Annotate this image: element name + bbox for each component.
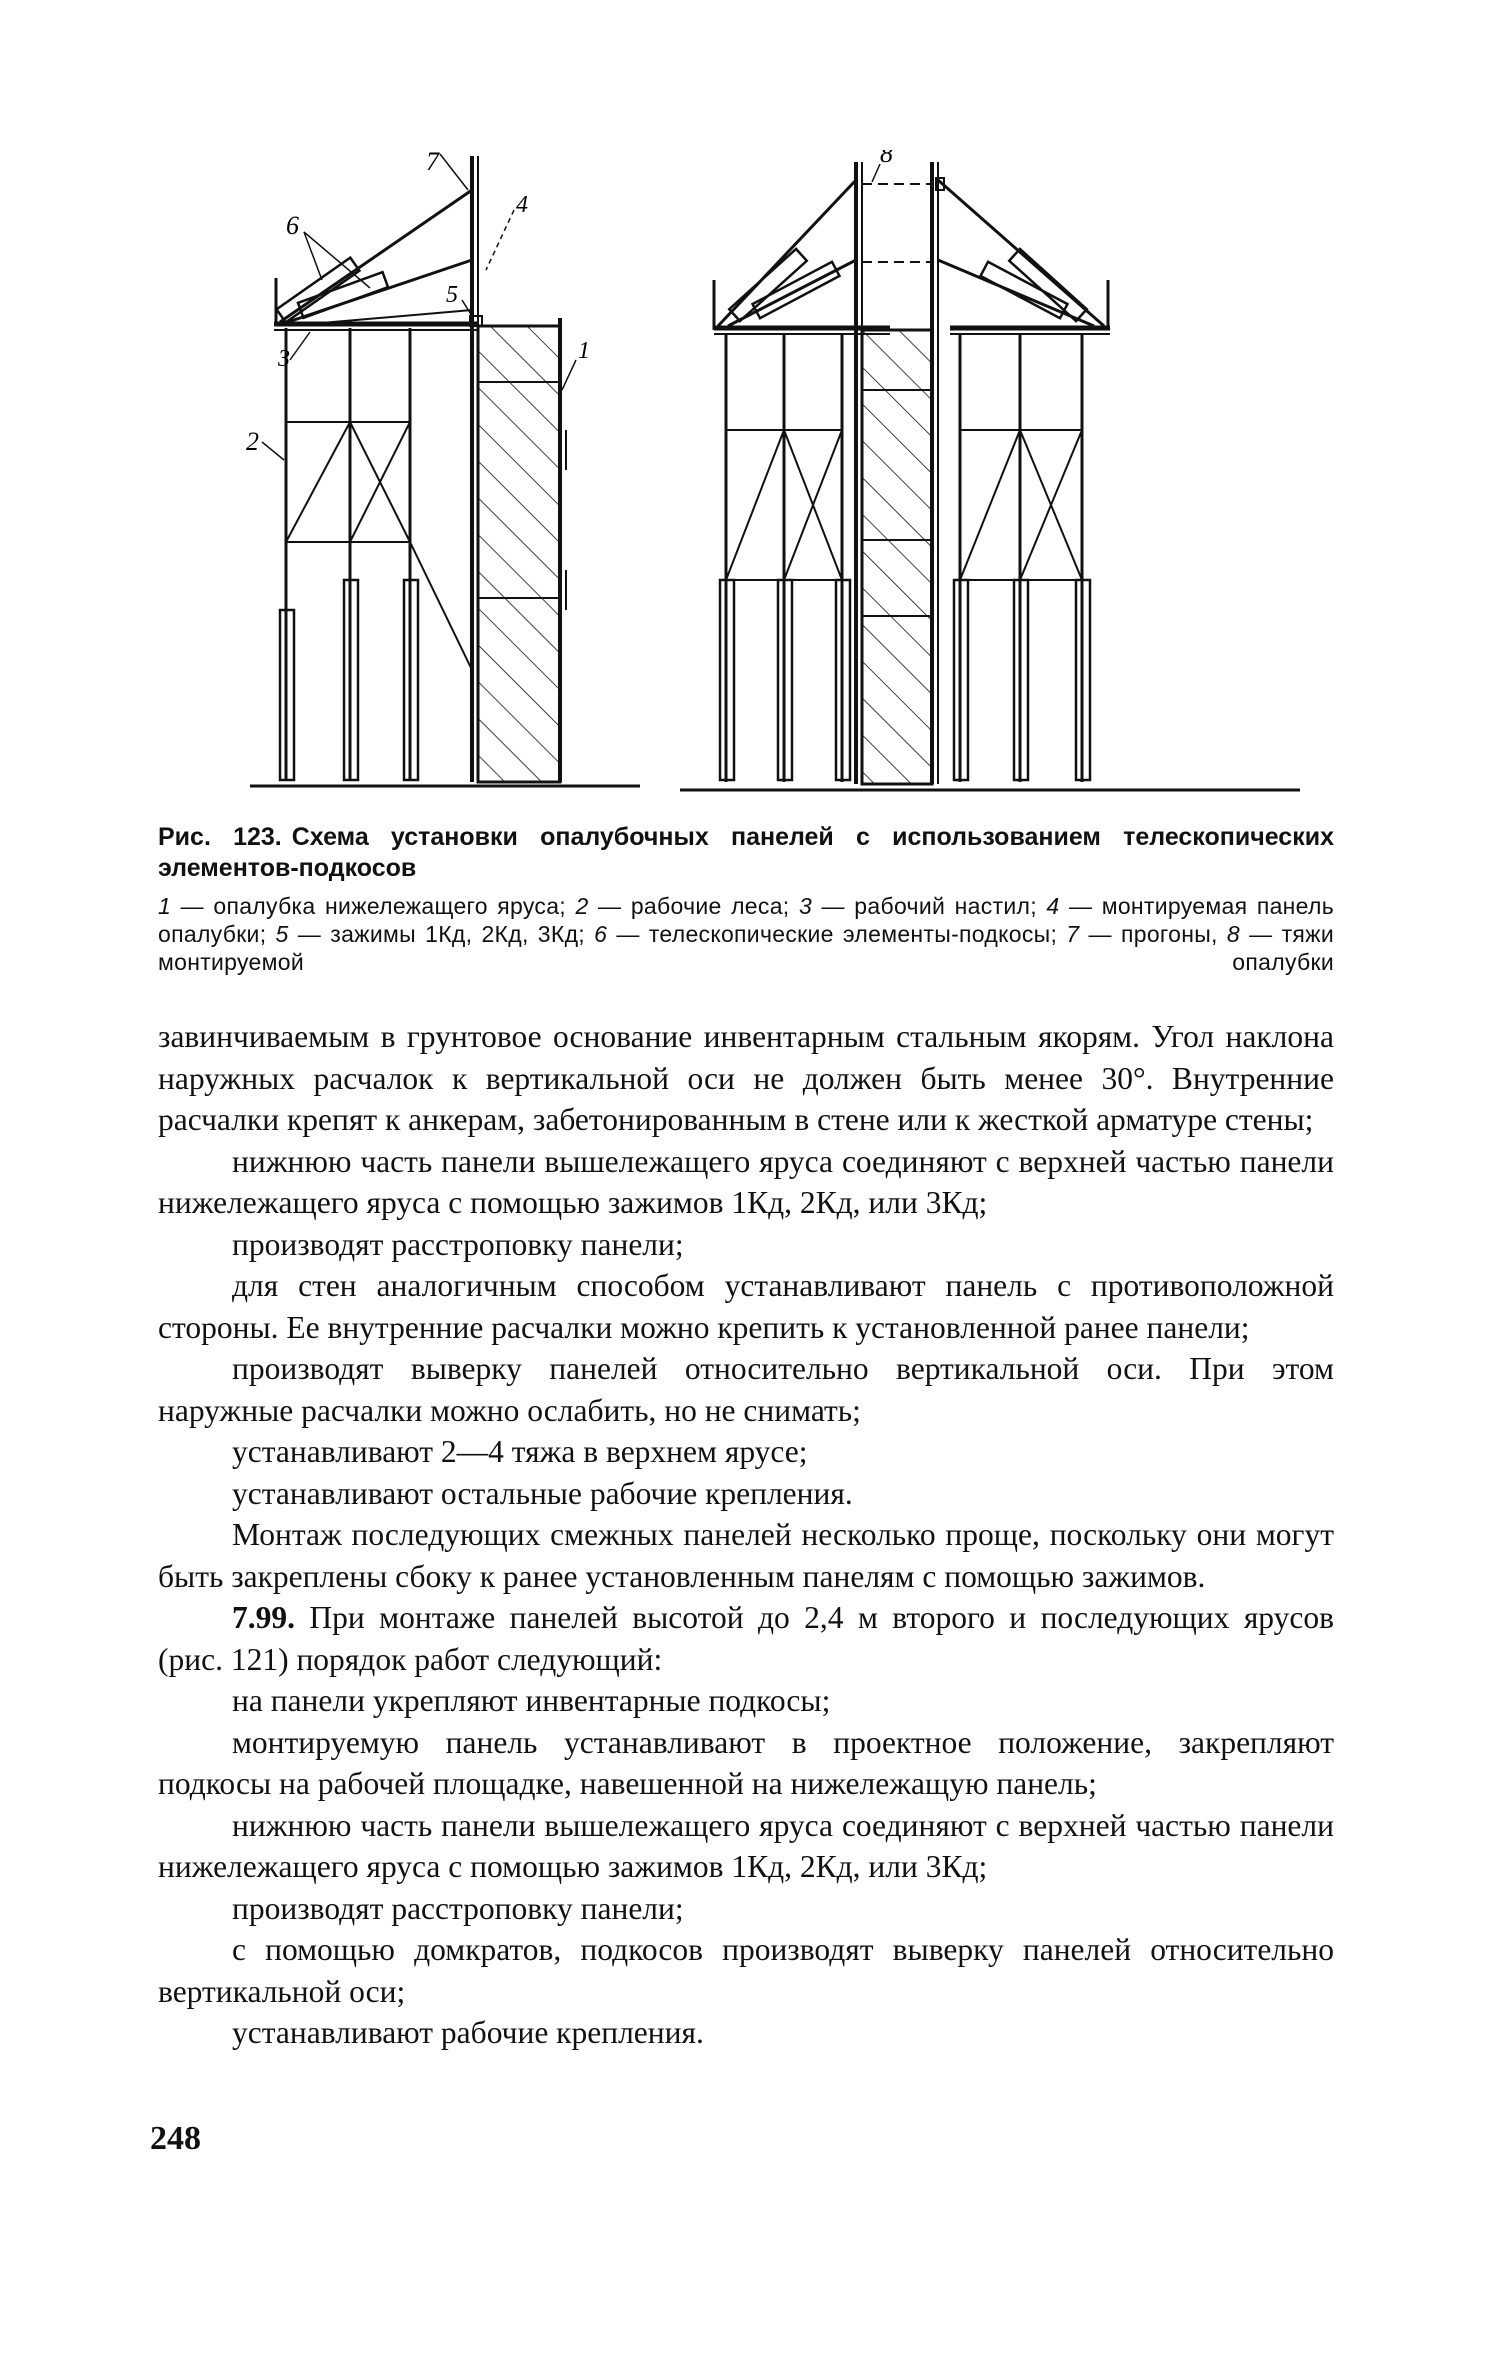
figure-caption: [158, 822, 1334, 976]
label-2: 2: [246, 427, 259, 456]
paragraph: для стен аналогичным способом устанавливают панель с противоположной стороны. Ее внутренние расчалки можно крепить к установленной ранее панели;: [158, 1268, 1334, 1345]
paragraph: устанавливают 2—4 тяжа в верхнем ярусе;: [232, 1434, 808, 1469]
formwork-scheme-drawing: [240, 150, 1300, 810]
right-drawing: [680, 162, 1300, 790]
caption-legend: [158, 892, 1334, 976]
legend-num: 3: [798, 893, 813, 919]
paragraph: устанавливают остальные рабочие крепления.: [232, 1475, 853, 1511]
legend-text: — зажимы 1Кд, 2Кд, 3Кд;: [288, 921, 595, 947]
section-number: 7.99.: [232, 1600, 295, 1635]
legend-text: — прогоны,: [1079, 921, 1227, 947]
legend-text: — опалубка нижележащего яруса;: [171, 893, 576, 919]
label-1: 1: [578, 338, 590, 364]
legend-num: 2: [575, 893, 589, 919]
page-number: 248: [150, 2120, 201, 2157]
legend-num: 8: [1226, 921, 1240, 947]
paragraph: с помощью домкратов, подкосов производят выверку панелей относительно вертикальной оси;: [158, 1932, 1334, 2009]
legend-text: — тяжи монтируемой опалубки: [158, 921, 1334, 975]
paragraph: нижнюю часть панели вышележащего яруса соединяют с верхней частью панели нижележащего яруса с помощью зажимов 1Кд, 2Кд, или 3Кд;: [158, 1143, 1334, 1220]
label-6: 6: [286, 211, 299, 240]
paragraph: завинчиваемым в грунтовое основание инвентарным стальным якорям. Угол наклона наружных расчалок к вертикальной оси не должен быть менее 30°. Внутренние расчалки крепят к анкерам, забетонированным в стене или к жесткой арматуре стены;: [158, 1019, 1334, 1137]
legend-text: — рабочие леса;: [588, 893, 799, 919]
figure-number: Рис. 123.: [158, 823, 282, 851]
caption-title-text: Схема установки опалубочных панелей с использованием телескопических элементов-подкосов: [158, 823, 1334, 882]
legend-num: 5: [275, 921, 289, 947]
paragraph: монтируемую панель устанавливают в проектное положение, закрепляют подкосы на рабочей площадке, навешенной на нижележащую панель;: [158, 1724, 1334, 1801]
paragraph: производят выверку панелей относительно вертикальной оси. При этом наружные расчалки можно ослабить, но не снимать;: [158, 1351, 1334, 1428]
paragraph: на панели укрепляют инвентарные подкосы;: [232, 1683, 831, 1718]
paragraph: производят расстроповку панели;: [232, 1890, 684, 1926]
label-4: 4: [516, 192, 528, 218]
legend-text: — монтируемая панель опалубки;: [158, 893, 1334, 947]
body-text: [158, 1016, 1334, 2054]
paragraph: Монтаж последующих смежных панелей несколько проще, поскольку они могут быть закреплены сбоку к ранее установленным панелям с помощью зажимов.: [158, 1517, 1334, 1594]
paragraph: производят расстроповку панели;: [232, 1226, 684, 1262]
label-8: 8: [880, 150, 893, 168]
legend-num: 7: [1066, 921, 1080, 947]
legend-text: — телескопические элементы-подкосы;: [607, 921, 1067, 947]
paragraph-7-99: [158, 1597, 1334, 1680]
figure-123: [240, 150, 1300, 810]
paragraph: устанавливают рабочие крепления.: [232, 2015, 704, 2050]
left-drawing: [250, 154, 640, 786]
legend-num: 1: [158, 893, 172, 919]
paragraph-text: При монтаже панелей высотой до 2,4 м второго и последующих ярусов (рис. 121) порядок работ следующий:: [158, 1600, 1334, 1677]
label-3: 3: [278, 346, 290, 372]
label-5: 5: [446, 282, 458, 308]
legend-text: — рабочий настил;: [812, 893, 1047, 919]
paragraph: нижнюю часть панели вышележащего яруса соединяют с верхней частью панели нижележащего яруса с помощью зажимов 1Кд, 2Кд, или 3Кд;: [158, 1807, 1334, 1884]
legend-num: 4: [1046, 893, 1060, 919]
label-7-left: 7: [426, 150, 439, 176]
caption-title: [158, 822, 1334, 884]
legend-num: 6: [594, 921, 608, 947]
